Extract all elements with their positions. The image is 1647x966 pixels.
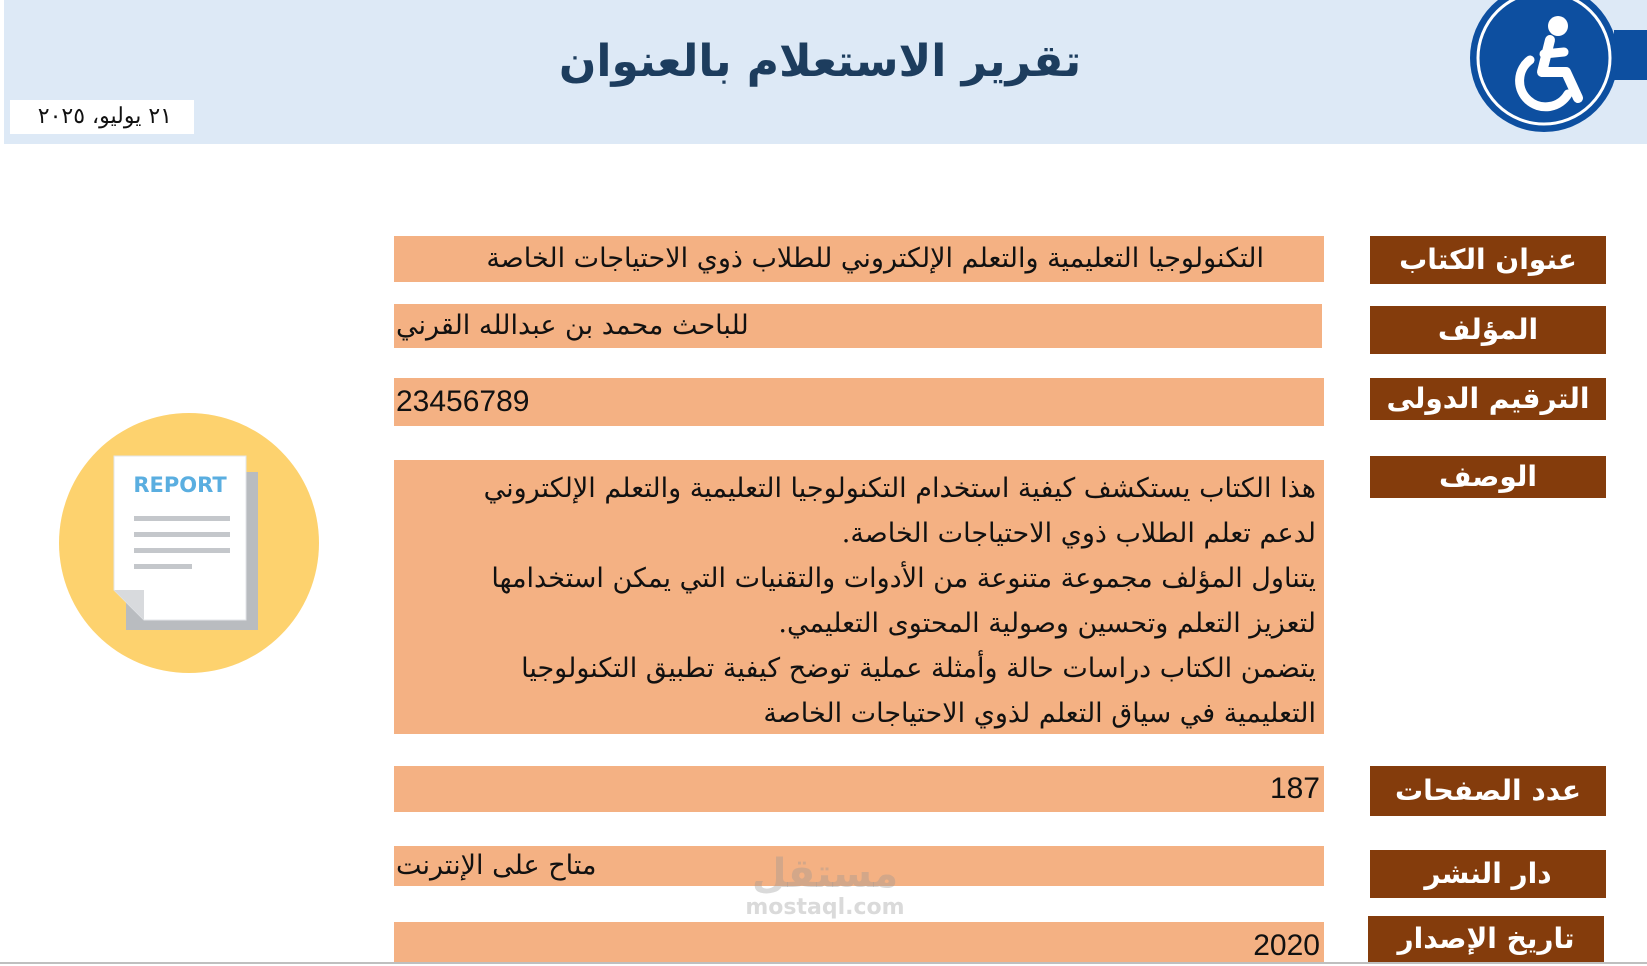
value-isbn: 23456789 <box>394 378 1324 426</box>
report-document-icon <box>58 412 320 674</box>
description-line: لتعزيز التعلم وتحسين وصولية المحتوى التعليمي. <box>778 608 1316 639</box>
value-author <box>394 304 1322 348</box>
description-line: يتضمن الكتاب دراسات حالة وأمثلة عملية توضح كيفية تطبيق التكنولوجيا <box>521 653 1316 684</box>
value-page-count: 187 <box>394 766 1324 812</box>
value-description <box>394 460 1324 734</box>
bottom-divider <box>0 962 1647 964</box>
watermark-arabic: مستقل <box>751 851 899 897</box>
page-title: تقرير الاستعلام بالعنوان <box>558 36 1082 87</box>
value-release-date: 2020 <box>394 922 1324 962</box>
value-author-text: للباحث محمد بن عبدالله القرني <box>396 310 749 341</box>
watermark-latin: mostaql.com <box>745 895 905 920</box>
description-line: التعليمية في سياق التعلم لذوي الاحتياجات الخاصة <box>763 698 1316 729</box>
value-book-title: التكنولوجيا التعليمية والتعلم الإلكتروني للطلاب ذوي الاحتياجات الخاصة <box>394 236 1324 282</box>
report-icon-text: REPORT <box>133 473 227 497</box>
label-page-count: عدد الصفحات <box>1370 766 1606 816</box>
label-release-date: تاريخ الإصدار <box>1368 916 1604 962</box>
report-date: ٢١ يوليو، ٢٠٢٥ <box>10 100 194 134</box>
description-line: يتناول المؤلف مجموعة متنوعة من الأدوات والتقنيات التي يمكن استخدامها <box>491 563 1316 594</box>
value-publisher <box>394 846 1324 886</box>
description-line: لدعم تعلم الطلاب ذوي الاحتياجات الخاصة. <box>841 518 1316 549</box>
label-description: الوصف <box>1370 456 1606 498</box>
label-publisher: دار النشر <box>1370 850 1606 898</box>
label-isbn: الترقيم الدولى <box>1370 378 1606 420</box>
label-book-title: عنوان الكتاب <box>1370 236 1606 284</box>
description-line: هذا الكتاب يستكشف كيفية استخدام التكنولوجيا التعليمية والتعلم الإلكتروني <box>483 473 1316 504</box>
value-publisher-text: متاح على الإنترنت <box>396 850 597 881</box>
label-author: المؤلف <box>1370 306 1606 354</box>
wheelchair-accessibility-icon <box>1466 0 1622 136</box>
